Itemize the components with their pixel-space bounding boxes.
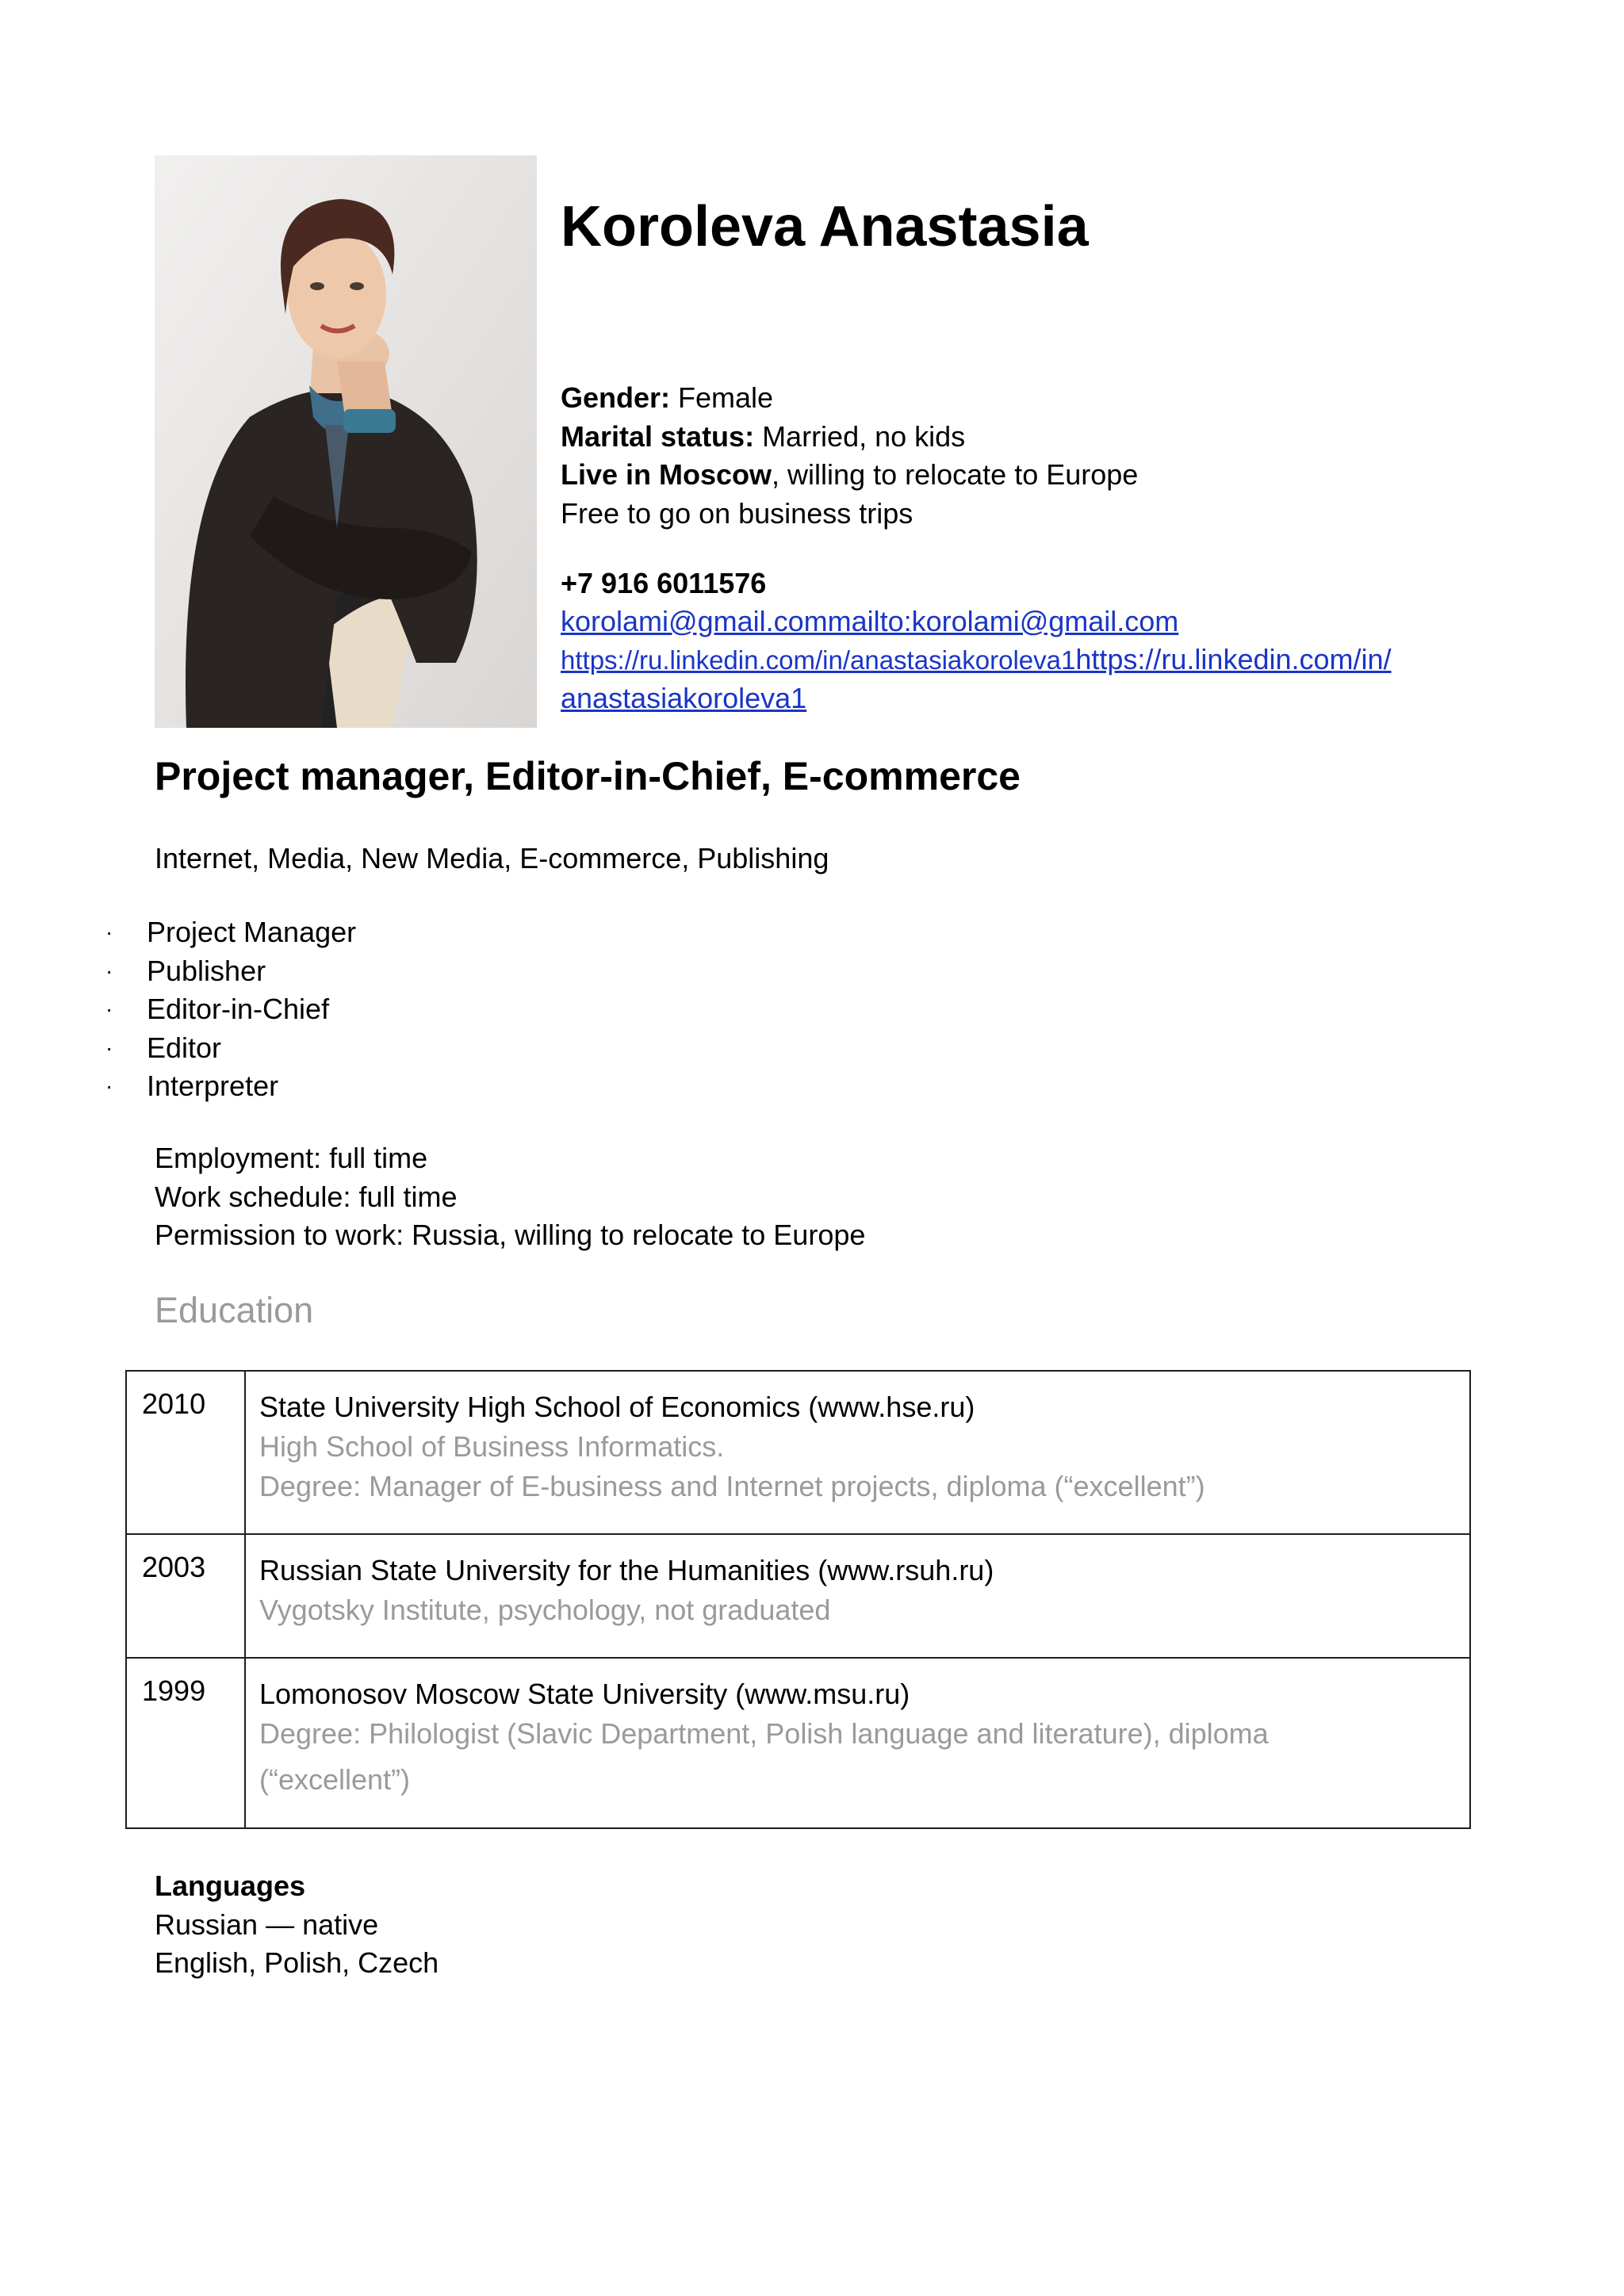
personal-info	[561, 379, 1138, 533]
work-permission: Permission to work: Russia, willing to relocate to Europe	[155, 1219, 866, 1251]
bullet: ·	[105, 997, 113, 1021]
marital-line	[561, 418, 1138, 457]
bullet: ·	[105, 920, 113, 944]
bullet: ·	[105, 1073, 113, 1098]
education-degree-continued: (“excellent”)	[259, 1763, 411, 1796]
table-row	[126, 1658, 1470, 1828]
education-degree: Degree: Philologist (Slavic Department, Polish language and literature), diploma	[259, 1717, 1269, 1750]
list-item	[102, 952, 356, 991]
job-headline: Project manager, Editor-in-Chief, E-commerce	[155, 754, 1021, 798]
education-details	[245, 1371, 1470, 1534]
institution-name: State University High School of Economics (www.hse.ru)	[259, 1391, 975, 1423]
education-degree: Degree: Manager of E-business and Internet projects, diploma (“excellent”)	[259, 1470, 1205, 1502]
education-faculty: High School of Business Informatics.	[259, 1430, 725, 1463]
institution-name: Russian State University for the Humanities (www.rsuh.ru)	[259, 1554, 994, 1586]
languages-heading: Languages	[155, 1869, 306, 1902]
education-details	[245, 1534, 1470, 1658]
education-details	[245, 1658, 1470, 1828]
institution-name: Lomonosov Moscow State University (www.msu.ru)	[259, 1678, 910, 1710]
role-label: Publisher	[147, 954, 266, 987]
role-label: Editor	[147, 1031, 222, 1064]
linkedin-url-long: https://ru.linkedin.com/in/	[1075, 643, 1392, 675]
work-schedule: Work schedule: full time	[155, 1180, 458, 1213]
table-row	[126, 1371, 1470, 1534]
location-value: , willing to relocate to Europe	[772, 458, 1139, 491]
gender-line	[561, 379, 1138, 418]
languages-section	[155, 1867, 439, 1983]
native-language: Russian — native	[155, 1908, 379, 1941]
role-label: Interpreter	[147, 1070, 279, 1102]
contacts	[561, 564, 1392, 718]
candidate-name: Koroleva Anastasia	[561, 195, 1089, 258]
linkedin-link[interactable]	[561, 643, 1392, 675]
roles-list	[102, 913, 356, 1106]
list-item	[102, 913, 356, 952]
other-languages: English, Polish, Czech	[155, 1946, 439, 1979]
gender-label: Gender:	[561, 381, 671, 414]
gender-value: Female	[670, 381, 774, 414]
education-heading: Education	[155, 1290, 314, 1330]
education-year: 1999	[126, 1658, 245, 1828]
list-item	[102, 1029, 356, 1068]
bullet: ·	[105, 1035, 113, 1060]
role-label: Editor-in-Chief	[147, 993, 330, 1025]
email-link[interactable]: korolami@gmail.commailto:korolami@gmail.com	[561, 605, 1179, 637]
education-table	[125, 1370, 1471, 1829]
linkedin-url-short: https://ru.linkedin.com/in/anastasiakoroleva1	[561, 645, 1076, 675]
industries: Internet, Media, New Media, E-commerce, Publishing	[155, 842, 829, 874]
phone-number: +7 916 6011576	[561, 567, 767, 599]
location-label: Live in Moscow	[561, 458, 772, 491]
marital-label: Marital status:	[561, 419, 755, 453]
business-trips: Free to go on business trips	[561, 496, 914, 530]
education-year: 2010	[126, 1371, 245, 1534]
list-item	[102, 1067, 356, 1106]
employment-details	[155, 1139, 865, 1255]
education-faculty: Vygotsky Institute, psychology, not graduated	[259, 1594, 831, 1626]
linkedin-link-continued[interactable]: anastasiakoroleva1	[561, 682, 807, 714]
table-row	[126, 1534, 1470, 1658]
role-label: Project Manager	[147, 916, 357, 948]
list-item	[102, 990, 356, 1029]
marital-value: Married, no kids	[754, 419, 966, 453]
bullet: ·	[105, 958, 113, 983]
profile-photo	[155, 155, 537, 728]
employment-type: Employment: full time	[155, 1142, 428, 1174]
location-line	[561, 456, 1138, 495]
education-year: 2003	[126, 1534, 245, 1658]
